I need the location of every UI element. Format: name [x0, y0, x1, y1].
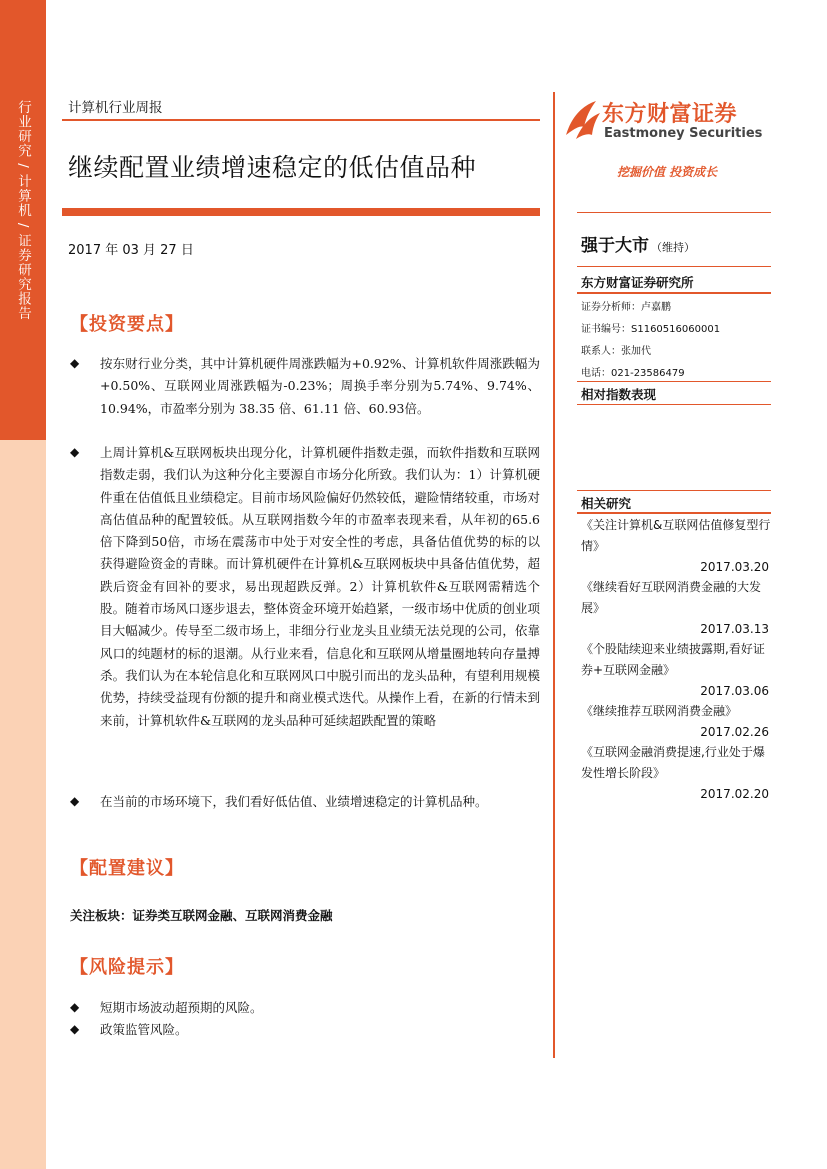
right-divider [577, 266, 771, 267]
analyst-line: 证券分析师：卢嘉鹏 [581, 302, 671, 313]
related-title[interactable]: 《继续推荐互联网消费金融》 [581, 704, 738, 718]
related-date: 2017.02.20 [700, 787, 769, 801]
sidebar-label: 行业研究 / 计算机 / 证券研究报告 [15, 100, 31, 321]
sidebar-band [0, 0, 46, 1169]
related-title[interactable]: 《个股陆续迎来业绩披露期,看好证券+互联网金融》 [581, 642, 765, 677]
invest-point-3: 在当前的市场环境下，我们看好低估值、业绩增速稳定的计算机品种。 [100, 794, 488, 809]
contact-line: 联系人：张加代 [581, 346, 651, 357]
bullet-icon: ◆ [70, 445, 80, 459]
institute-name: 东方财富证券研究所 [581, 275, 694, 290]
rating-value: 强于大市 [581, 236, 649, 256]
invest-point-2: 上周计算机&互联网板块出现分化，计算机硬件指数走强，而软件指数和互联网指数走弱，我们认为这种分化主要源自市场分化所致。我们认为：1）计算机硬件重在估值低且业绩稳定。目前市场风险偏好仍然较低，避险情绪较重，市场对高估值品种的配置较低。从互联网指数今年的市盈率表现来看，从年初的65.6倍下降到50倍，市场在震荡市中处于对安全性的考虑，具备估值优势的标的以获得避险资金的青睐。而计算机硬件在计算机&互联网板块中具备估值优势，超跌后资金有回补的要求，易出现超跌反弹。2）计算机软件&互联网需精选个股。随着市场风口逐步退去，整体资金环境开始趋紧，一级市场中优质的创业项目大幅减少。传导至二级市场上，非细分行业龙头且业绩无法兑现的公司，依靠风口的纯题材的标的退潮。从行业来看，信息化和互联网从增量圈地转向存量搏杀。我们认为在本轮信息化和互联网风口中脱引而出的龙头品种，有望利用规模优势，持续受益现有份额的提升和商业模式迭代。从操作上看，在新的行情未到来前，计算机软件&互联网的龙头品种可延续超跌配置的策略 [100, 445, 540, 728]
rating [581, 231, 695, 256]
right-divider [577, 292, 771, 294]
config-heading: 【配置建议】 [70, 858, 184, 879]
bullet-icon: ◆ [70, 794, 80, 808]
focus-sectors: 关注板块：证券类互联网金融、互联网消费金融 [70, 908, 333, 923]
rating-note: （维持） [651, 241, 695, 254]
invest-heading: 【投资要点】 [70, 314, 184, 335]
brand-slogan: 挖掘价值 投资成长 [617, 165, 718, 179]
right-divider [577, 404, 771, 405]
header-divider [62, 119, 540, 121]
related-title[interactable]: 《互联网金融消费提速,行业处于爆发性增长阶段》 [581, 745, 765, 780]
related-date: 2017.03.13 [700, 622, 769, 636]
list-item[interactable] [581, 577, 775, 639]
right-divider [577, 490, 771, 491]
bullet-icon: ◆ [70, 1022, 80, 1036]
cert-line: 证书编号：S1160516060001 [581, 324, 721, 335]
report-date: 2017 年 03 月 27 日 [68, 243, 194, 258]
related-heading: 相关研究 [581, 496, 632, 511]
brand-name-en: Eastmoney Securities [604, 126, 763, 141]
list-item[interactable] [581, 742, 775, 804]
related-list [581, 515, 775, 804]
related-date: 2017.02.26 [700, 725, 769, 739]
title-divider [62, 208, 540, 216]
bullet-icon: ◆ [70, 356, 80, 370]
related-title[interactable]: 《继续看好互联网消费金融的大发展》 [581, 580, 762, 615]
related-date: 2017.03.20 [700, 560, 769, 574]
report-title: 继续配置业绩增速稳定的低估值品种 [68, 153, 477, 182]
list-item[interactable] [581, 639, 775, 701]
risk-point-2: 政策监管风险。 [100, 1022, 188, 1037]
risk-heading: 【风险提示】 [70, 957, 184, 978]
column-divider [553, 92, 555, 1058]
brand-name-cn: 东方财富证券 [602, 102, 738, 127]
phone-line: 电话：021-23586479 [581, 368, 685, 379]
list-item[interactable] [581, 515, 775, 577]
related-title[interactable]: 《关注计算机&互联网估值修复型行情》 [581, 518, 771, 553]
risk-point-1: 短期市场波动超预期的风险。 [100, 1000, 263, 1015]
bullet-icon: ◆ [70, 1000, 80, 1014]
right-divider [577, 381, 771, 382]
right-divider [577, 512, 771, 514]
right-divider [577, 212, 771, 213]
industry-label: 计算机行业周报 [68, 100, 163, 116]
invest-point-1: 按东财行业分类，其中计算机硬件周涨跌幅为+0.92%、计算机软件周涨跌幅为+0.50%、互联网业周涨跌幅为-0.23%；周换手率分别为5.74%、9.74%、10.94%，市盈率分别为 38.35 倍、61.11 倍、60.93倍。 [100, 356, 540, 416]
related-date: 2017.03.06 [700, 684, 769, 698]
list-item[interactable] [581, 701, 775, 742]
index-perf-heading: 相对指数表现 [581, 387, 657, 402]
